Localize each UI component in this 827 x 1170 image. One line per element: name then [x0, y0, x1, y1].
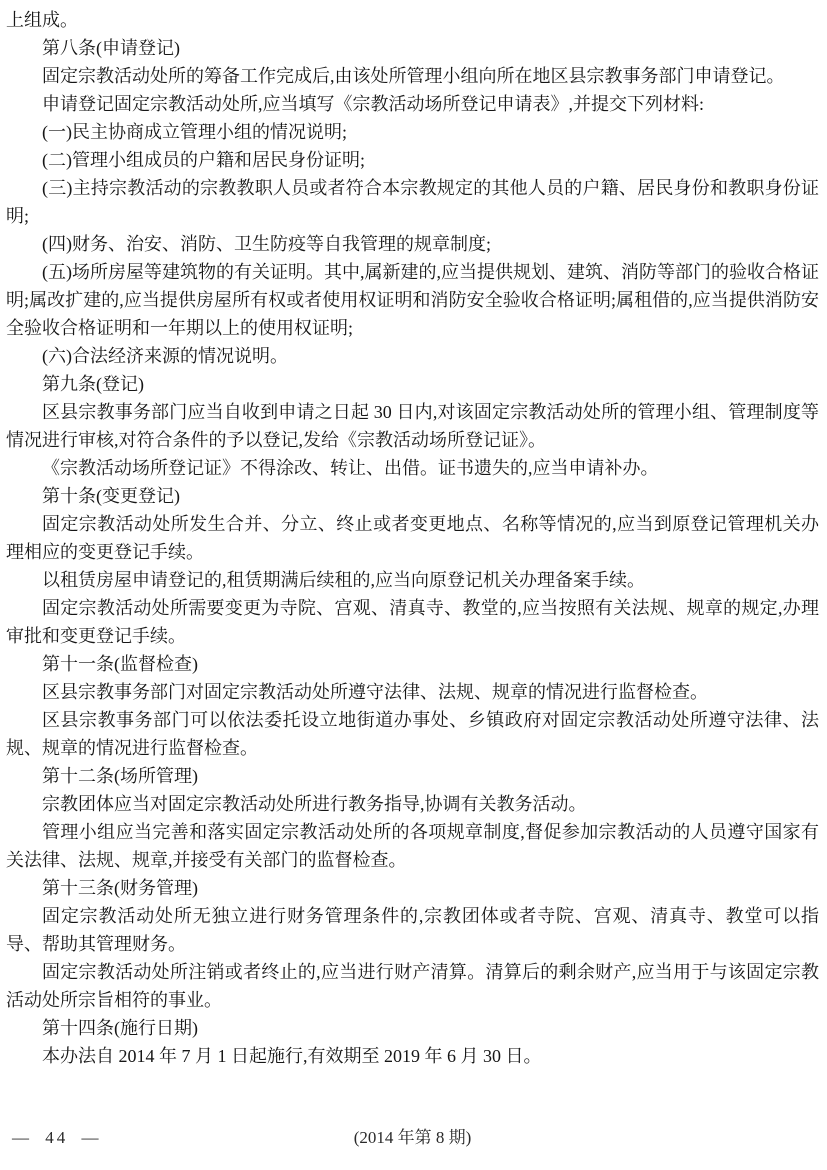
article-heading: 第十二条(场所管理): [42, 766, 198, 786]
body-paragraph: 宗教团体应当对固定宗教活动处所进行教务指导,协调有关教务活动。: [42, 794, 587, 814]
article-heading: 第十四条(施行日期): [42, 1018, 198, 1038]
article-heading: 第十三条(财务管理): [42, 878, 198, 898]
page-footer: [6, 1124, 819, 1152]
body-paragraph: 以租赁房屋申请登记的,租赁期满后续租的,应当向原登记机关办理备案手续。: [42, 570, 645, 590]
body-paragraph: 区县宗教事务部门可以依法委托设立地街道办事处、乡镇政府对固定宗教活动处所遵守法律、法规、规章的情况进行监督检查。: [6, 710, 819, 758]
page-number: — 44 —: [12, 1128, 102, 1147]
body-paragraph: (四)财务、治安、消防、卫生防疫等自我管理的规章制度;: [42, 234, 491, 254]
body-paragraph: 《宗教活动场所登记证》不得涂改、转让、出借。证书遗失的,应当申请补办。: [42, 458, 659, 478]
body-paragraph: 申请登记固定宗教活动处所,应当填写《宗教活动场所登记申请表》,并提交下列材料:: [42, 94, 704, 114]
body-paragraph: 管理小组应当完善和落实固定宗教活动处所的各项规章制度,督促参加宗教活动的人员遵守国家有关法律、法规、规章,并接受有关部门的监督检查。: [6, 822, 819, 870]
body-paragraph: 上组成。: [6, 10, 78, 30]
body-paragraph: (二)管理小组成员的户籍和居民身份证明;: [42, 150, 365, 170]
body-paragraph: (三)主持宗教活动的宗教教职人员或者符合本宗教规定的其他人员的户籍、居民身份和教职身份证明;: [6, 178, 819, 226]
body-paragraph: 区县宗教事务部门应当自收到申请之日起 30 日内,对该固定宗教活动处所的管理小组、管理制度等情况进行审核,对符合条件的予以登记,发给《宗教活动场所登记证》。: [6, 402, 819, 450]
article-heading: 第十一条(监督检查): [42, 654, 198, 674]
body-paragraph: (五)场所房屋等建筑物的有关证明。其中,属新建的,应当提供规划、建筑、消防等部门的验收合格证明;属改扩建的,应当提供房屋所有权或者使用权证明和消防安全验收合格证明;属租借的,应当提供消防安全验收合格证明和一年期以上的使用权证明;: [6, 262, 819, 338]
document-body: [6, 6, 819, 1070]
article-heading: 第九条(登记): [42, 374, 144, 394]
body-paragraph: (六)合法经济来源的情况说明。: [42, 346, 288, 366]
issue-label: (2014 年第 8 期): [353, 1128, 472, 1147]
body-paragraph: 固定宗教活动处所发生合并、分立、终止或者变更地点、名称等情况的,应当到原登记管理机关办理相应的变更登记手续。: [6, 514, 819, 562]
article-heading: 第八条(申请登记): [42, 38, 180, 58]
article-heading: 第十条(变更登记): [42, 486, 180, 506]
body-paragraph: 固定宗教活动处所需要变更为寺院、宫观、清真寺、教堂的,应当按照有关法规、规章的规定,办理审批和变更登记手续。: [6, 598, 819, 646]
body-paragraph: 固定宗教活动处所注销或者终止的,应当进行财产清算。清算后的剩余财产,应当用于与该固定宗教活动处所宗旨相符的事业。: [6, 962, 819, 1010]
body-paragraph: (一)民主协商成立管理小组的情况说明;: [42, 122, 347, 142]
body-paragraph: 本办法自 2014 年 7 月 1 日起施行,有效期至 2019 年 6 月 30 日。: [42, 1046, 542, 1066]
body-paragraph: 固定宗教活动处所的筹备工作完成后,由该处所管理小组向所在地区县宗教事务部门申请登记。: [42, 66, 785, 86]
body-paragraph: 固定宗教活动处所无独立进行财务管理条件的,宗教团体或者寺院、宫观、清真寺、教堂可以指导、帮助其管理财务。: [6, 906, 819, 954]
body-paragraph: 区县宗教事务部门对固定宗教活动处所遵守法律、法规、规章的情况进行监督检查。: [42, 682, 708, 702]
